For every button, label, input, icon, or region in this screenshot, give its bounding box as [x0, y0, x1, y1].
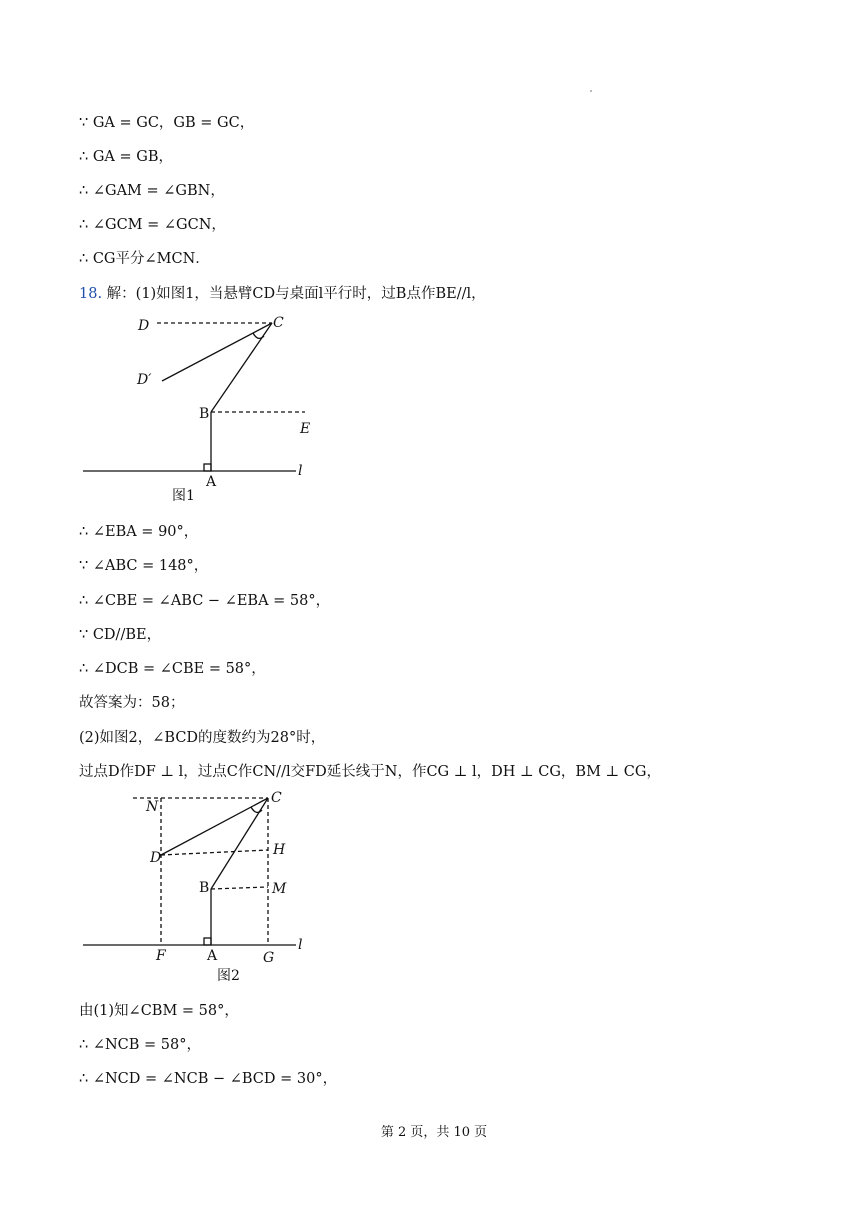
- solution-line-14: 由(1)知∠CBM = 58°，: [79, 1003, 239, 1019]
- label-d-prime: D′: [137, 372, 152, 388]
- solution-line-16: ∴ ∠NCD = ∠NCB − ∠BCD = 30°，: [79, 1071, 338, 1087]
- label-c: C: [273, 315, 284, 331]
- question-number: 18.: [79, 286, 103, 302]
- solution-line-12: (2)如图2，∠BCD的度数约为28°时，: [79, 730, 326, 746]
- solution-line-1: ∵ GA = GC，GB = GC，: [79, 115, 255, 131]
- solution-line-11: 故答案为：58；: [79, 695, 185, 711]
- solution-line-6: ∴ ∠EBA = 90°，: [79, 524, 199, 540]
- label-a-2: A: [207, 948, 218, 964]
- solution-line-8: ∴ ∠CBE = ∠ABC − ∠EBA = 58°，: [79, 593, 331, 609]
- solution-line-7: ∵ ∠ABC = 148°，: [79, 558, 209, 574]
- label-h: H: [273, 842, 286, 858]
- label-m: M: [272, 881, 287, 897]
- page-footer: 第 2 页，共 10 页: [380, 1125, 488, 1140]
- label-f: F: [156, 948, 166, 964]
- question-18-text: 解：(1)如图1，当悬臂CD与桌面l平行时，过B点作BE//l，: [106, 286, 486, 302]
- label-d: D: [138, 318, 150, 334]
- figure-1-caption: 图1: [172, 488, 195, 504]
- label-c-2: C: [271, 790, 282, 806]
- label-n: N: [146, 799, 159, 815]
- figure-1: [83, 323, 305, 471]
- solution-line-2: ∴ GA = GB，: [79, 149, 173, 165]
- label-l: l: [298, 463, 303, 479]
- solution-line-15: ∴ ∠NCB = 58°，: [79, 1037, 201, 1053]
- label-g: G: [263, 950, 275, 966]
- label-l-2: l: [298, 937, 303, 953]
- figure-2-caption: 图2: [217, 968, 240, 984]
- label-d-2: D: [150, 850, 162, 866]
- solution-line-10: ∴ ∠DCB = ∠CBE = 58°，: [79, 661, 266, 677]
- solution-line-3: ∴ ∠GAM = ∠GBN，: [79, 183, 225, 199]
- label-b: B: [199, 406, 210, 422]
- angle-arc-c: [253, 333, 264, 338]
- segment-dc: [161, 798, 268, 855]
- right-angle-mark: [204, 464, 211, 471]
- solution-line-9: ∵ CD//BE，: [79, 627, 162, 643]
- segment-dh-dashed: [161, 850, 268, 855]
- solution-line-5: ∴ CG平分∠MCN．: [79, 251, 210, 267]
- solution-line-13: 过点D作DF ⊥ l，过点C作CN//l交FD延长线于N，作CG ⊥ l，DH ⊥ CG，BM ⊥ CG，: [79, 764, 661, 780]
- label-e: E: [300, 421, 311, 437]
- label-b-2: B: [199, 880, 210, 896]
- right-angle-mark-2: [204, 938, 211, 945]
- label-a: A: [206, 474, 217, 490]
- figure-2: [83, 798, 296, 945]
- segment-cd-prime: [162, 323, 272, 381]
- solution-line-4: ∴ ∠GCM = ∠GCN，: [79, 217, 226, 233]
- segment-bm-dashed: [211, 887, 268, 889]
